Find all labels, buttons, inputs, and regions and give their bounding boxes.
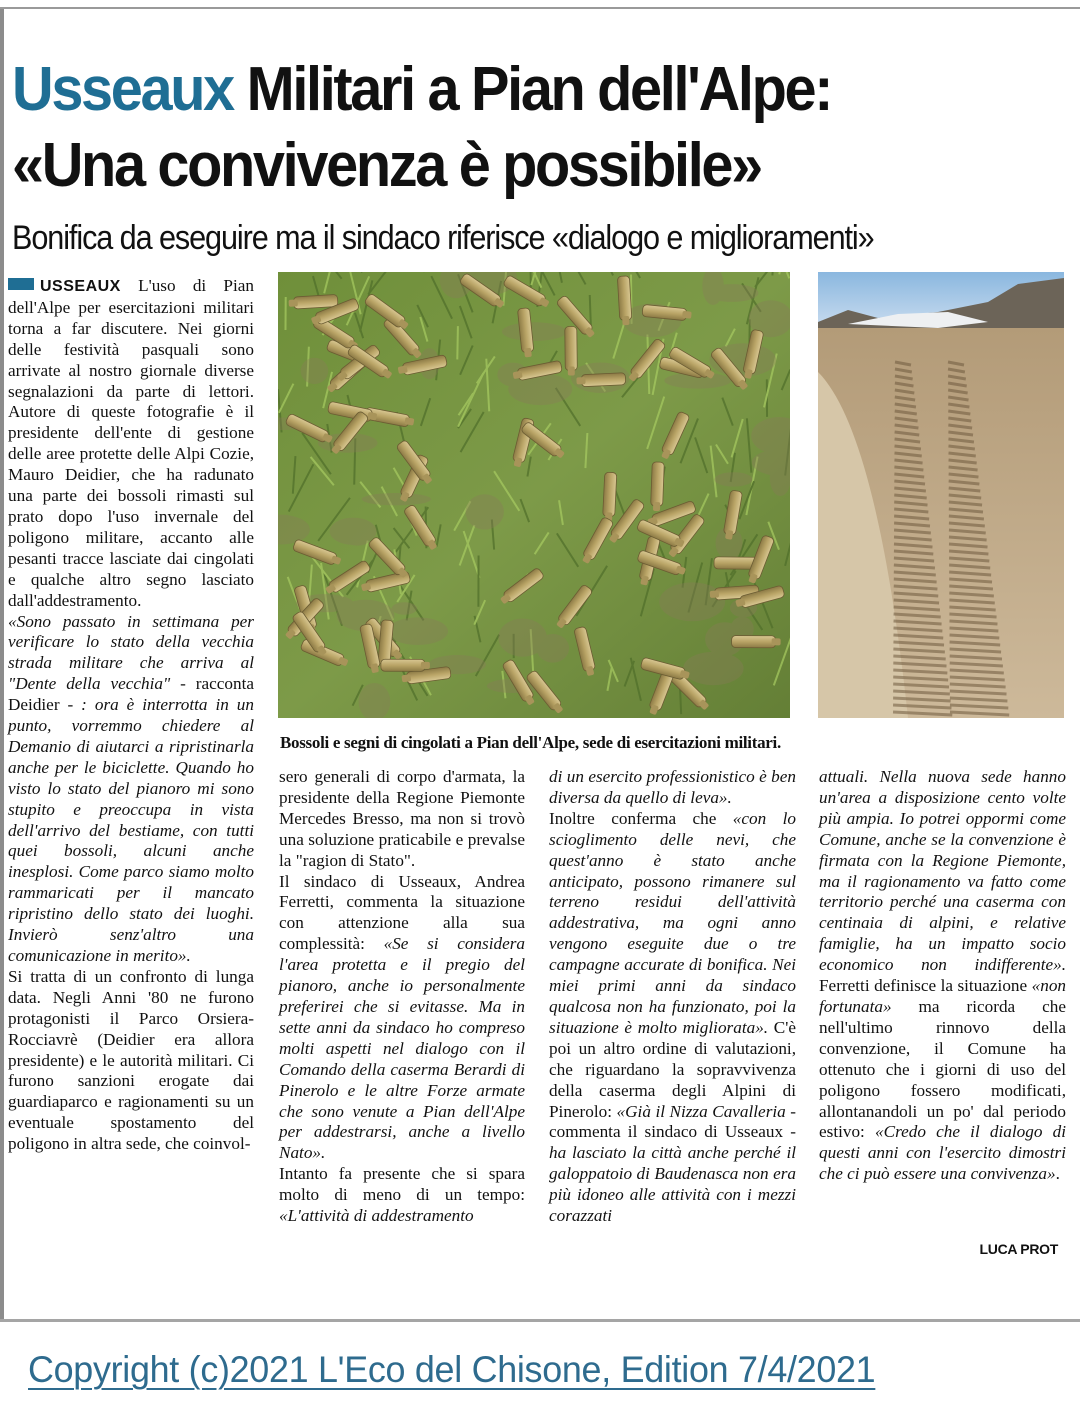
- quote-text: «Credo che il dialogo di questi anni con l'esercito dimostri che ci può essere una convivenza»: [819, 1122, 1066, 1184]
- copyright-link[interactable]: Copyright (c)2021 L'Eco del Chisone, Edition 7/4/2021: [28, 1349, 876, 1390]
- cartridge-casing: [732, 636, 781, 648]
- paragraph: [549, 767, 796, 809]
- cartridge-casing: [602, 472, 616, 522]
- photo-track-marks: [818, 272, 1064, 718]
- quote-text: «L'attività di addestramento: [279, 1206, 474, 1226]
- paragraph: [8, 276, 254, 612]
- paragraph: [279, 1164, 525, 1227]
- cartridge-casing: [381, 659, 430, 671]
- quote-text: ha lasciato la città anche perché il galoppatoio di Baudenasca non era più idoneo alle attività con i mezzi corazzati: [549, 1143, 796, 1226]
- article-column-1: [8, 276, 254, 1155]
- paragraph-text: - commenta il sindaco di Usseaux -: [549, 1101, 796, 1142]
- quote-text: «non fortunata»: [819, 976, 1066, 1016]
- headline-title-2: «Una convivenza è possibile»: [12, 131, 761, 200]
- paragraph-text: Il sindaco di Usseaux, Andrea Ferretti, commenta la situazione con attenzione alla sua complessità:: [279, 871, 525, 954]
- headline-kicker: Usseaux: [12, 55, 233, 124]
- paragraph-text: - racconta Deidier -: [8, 674, 254, 715]
- paragraph: [819, 767, 1066, 1185]
- article-column-2: [279, 767, 525, 1227]
- quote-text: attuali. Nella nuova sede hanno un'area a disposizione cento volte più ampia. Io potrei oppormi come Comune, anche se la convenzione è firmata con la Regione Piemonte, ma il ragionamento va fatto come territorio perché una caserma con centinaia di alpini, e relative famiglie, ha un impatto socio economico non indifferente».: [819, 767, 1066, 975]
- paragraph: [279, 872, 525, 1165]
- paragraph: [549, 809, 796, 1227]
- quote-text: «Sono passato in settimana per verificare lo stato della vecchia strada militare che arriva al "Dente della vecchia": [8, 611, 254, 694]
- paragraph: [8, 967, 254, 1155]
- author-byline: LUCA PROT: [979, 1241, 1058, 1257]
- quote-text: «con lo scioglimento delle nevi, che quest'anno è stato anche anticipato, possono rimanere sul terreno residui dell'attività addestrativa, ma ogni anno vengono eseguite due o tre campagne accurate di bonifica. Nei miei primi anni da sindaco qualcosa non ha funzionato, poi la situazione è molto migliorata».: [549, 808, 796, 1037]
- paragraph-text: Si tratta di un confronto di lunga data. Negli Anni '80 ne furono protagonisti il Parco Orsiera-Rocciavrè (Deidier era allora presidente) e le autorità militari. Ci furono sanzioni erogate dai guardiaparco e ragionamenti su un eventuale spostamento del poligono in altra sede, che coinvol-: [8, 966, 254, 1154]
- paragraph-text: Inoltre conferma che: [549, 808, 733, 828]
- quote-text: «Se si considera l'area protetta e il pregio del pianoro, anche io personalmente preferirei che si evitasse. Ma in sette anni da sindaco ho compreso molti aspetti nel dialogo con il Comando della caserma Berardi di Pinerolo e le altre Forze armate che sono venute a Pian dell'Alpe per addestrarsi, anche a livello Nato».: [279, 934, 525, 1163]
- photo-cartridge-casings: [278, 272, 790, 718]
- headline-title-1: Militari a Pian dell'Alpe:: [246, 55, 832, 124]
- photo-caption: Bossoli e segni di cingolati a Pian dell'Alpe, sede di esercitazioni militari.: [280, 733, 781, 752]
- cartridge-casings-image: [278, 272, 790, 718]
- cartridge-casing: [565, 326, 578, 375]
- dateline: USSEAUX: [40, 278, 121, 295]
- quote-text: di un esercito professionistico è ben diversa da quello di leva».: [549, 767, 796, 807]
- article-column-4: [819, 767, 1066, 1185]
- cartridge-casing: [576, 373, 626, 387]
- paragraph-text: ma ricorda che nell'ultimo rinnovo della convenzione, il Comune ha ottenuto che i giorni di uso del poligono fossero modificati, allontanandoli un po' dal periodo estivo:: [819, 996, 1066, 1142]
- quote-text: : ora è interrotta in un punto, vorremmo chiedere al Demanio di aiutarci a ripristinarla anche per le biciclette. Quando ho visto lo stato del pianoro mi sono stupito e preoccupa in vista dell'arrivo del bestiame, con tutti quei bossoli, alcuni anche inesplosi. Come parco siamo molto rammaricati per il mancato ripristino dello stato dei luoghi. Invierò senz'altro una comunicazione in merito».: [8, 695, 254, 965]
- paragraph-text: L'uso di Pian dell'Alpe per esercitazioni militari torna a far discutere. Nei giorni delle festività pasquali sono arrivate al nostro giornale diverse segnalazioni da parte di lettori. Autore di queste fotografie è il presidente dell'ente di gestione delle aree protette delle Alpi Cozie, Mauro Deidier, che ha radunato una parte dei bossoli rimasti sul prato dopo l'uso invernale del poligono militare, accanto alle pesanti tracce lasciate dai cingolati e qualche altro segno lasciato dall'addestramento.: [8, 276, 254, 610]
- quote-text: «Già il Nizza Cavalleria: [616, 1101, 786, 1121]
- paragraph-text: Intanto fa presente che si spara molto di meno di un tempo:: [279, 1164, 525, 1205]
- headline-line-1: [12, 52, 998, 128]
- paragraph-text: Ferretti definisce la situazione: [819, 976, 1032, 996]
- paragraph-text: .: [1055, 1164, 1060, 1184]
- paragraph: [8, 612, 254, 967]
- paragraph-text: C'è poi un altro ordine di valutazioni, che riguardano la sopravvivenza della caserma degli Alpini di Pinerolo:: [549, 1017, 796, 1121]
- dateline-marker: [8, 278, 34, 290]
- subheadline: Bonifica da eseguire ma il sindaco riferisce «dialogo e miglioramenti»: [12, 219, 874, 257]
- headline: [12, 52, 998, 204]
- cartridge-casing: [650, 462, 664, 511]
- track-marks-image: [818, 272, 1064, 718]
- top-border: [0, 0, 1080, 9]
- paragraph-text: sero generali di corpo d'armata, la presidente della Regione Piemonte Mercedes Bresso, ma non si trovò una soluzione praticabile e prevalse la "ragion di Stato".: [279, 767, 525, 870]
- paragraph: [279, 767, 525, 872]
- article-column-3: [549, 767, 796, 1227]
